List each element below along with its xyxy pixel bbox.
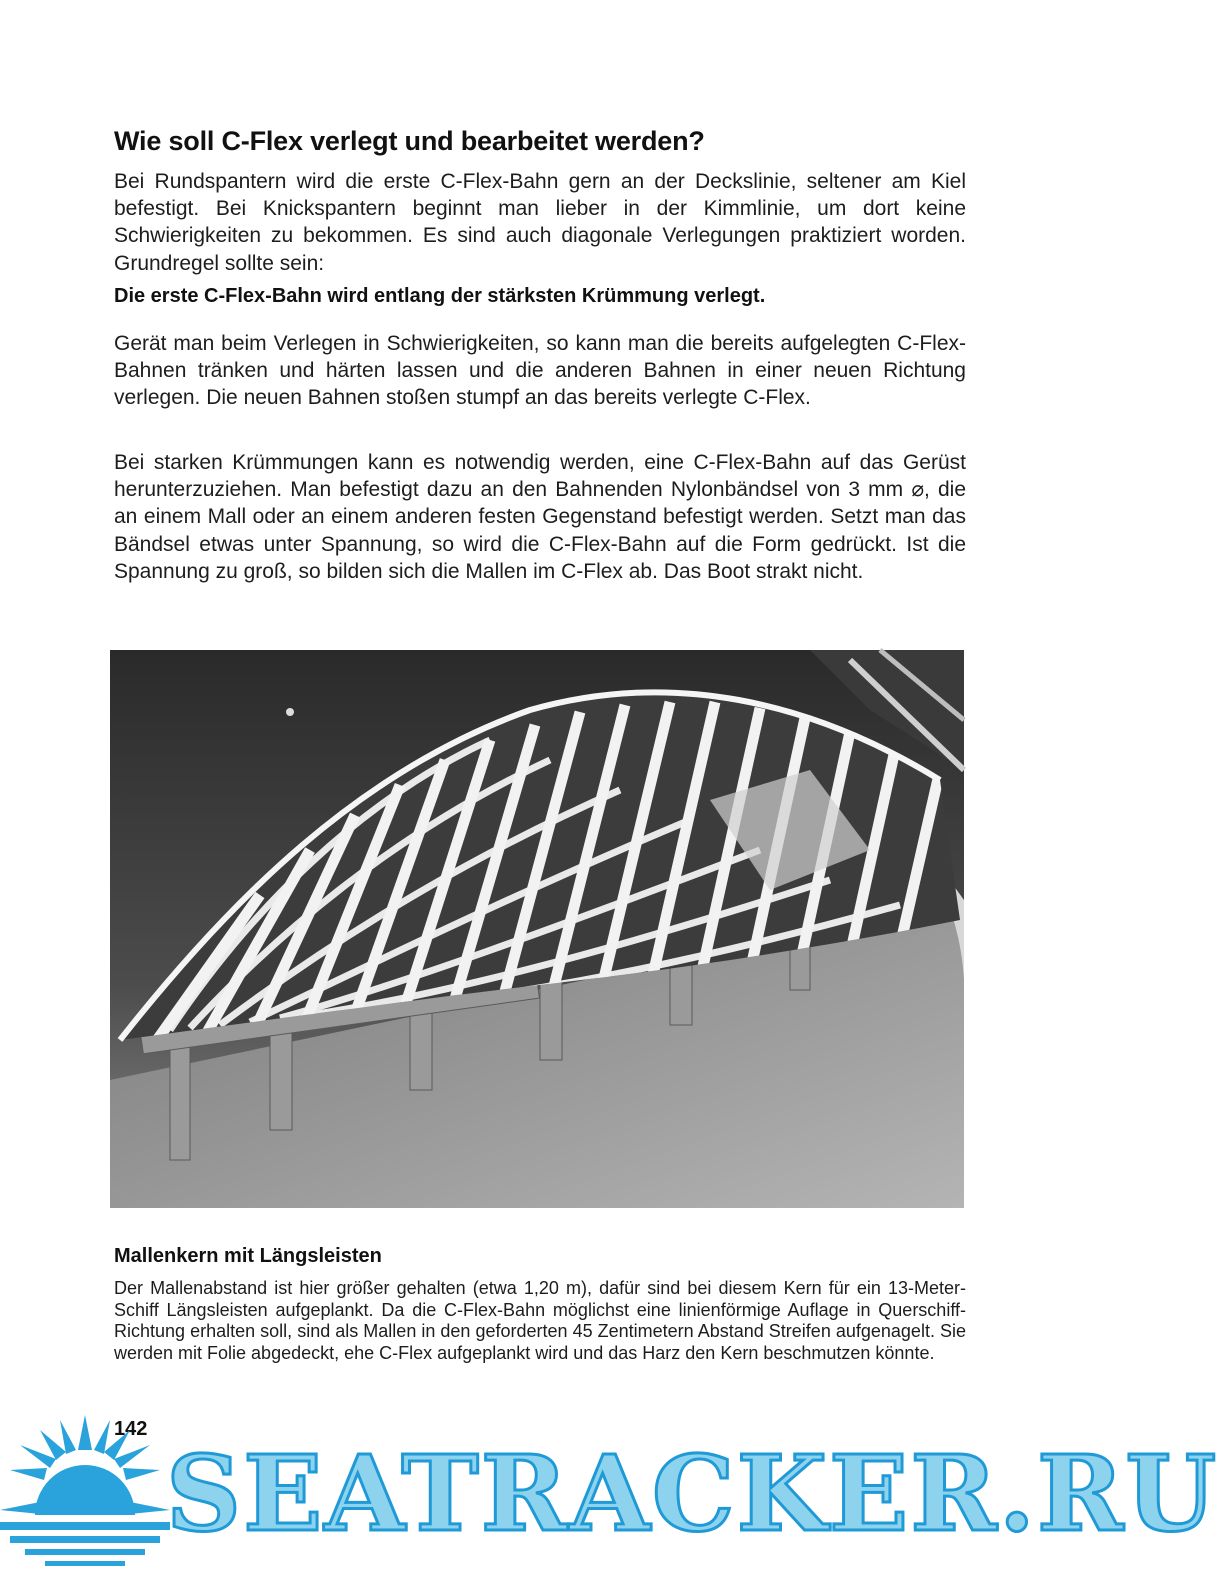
hull-frame-illustration (110, 650, 964, 1208)
section-heading: Wie soll C-Flex verlegt und bearbeitet werden? (114, 126, 705, 156)
hull-frame-photo (110, 650, 964, 1208)
page-number: 142 (114, 1418, 148, 1440)
paragraph-laying-start: Bei Rundspantern wird die erste C-Flex-Bahn gern an der Deckslinie, seltener am Kiel befestigt. Bei Knickspantern beginnt man lieber in der Kimmlinie, um dort keine Schwierigkeiten zu bekommen. Es sind auch diagonale Verlegungen praktiziert worden. Grundregel sollte sein: (114, 170, 966, 275)
rule-statement: Die erste C-Flex-Bahn wird entlang der stärksten Krümmung verlegt. (114, 285, 766, 307)
paragraph-difficulties: Gerät man beim Verlegen in Schwierigkeiten, so kann man die bereits aufgelegten C-Flex-Bahnen tränken und härten lassen und die anderen Bahnen in einer neuen Richtung verlegen. Die neuen Bahnen stoßen stumpf an das bereits verlegte C-Flex. (114, 332, 966, 410)
figure-caption-text: Der Mallenabstand ist hier größer gehalten (etwa 1,20 m), dafür sind bei diesem Kern für ein 13-Meter-Schiff Längsleisten aufgeplankt. Da die C-Flex-Bahn möglichst eine linienförmige Auflage in Querschiff-Richtung erhalten soll, sind als Mallen in den geforderten 45 Zentimetern Abstand Streifen aufgenagelt. Sie werden mit Folie abgedeckt, ehe C-Flex aufgeplankt wird und das Harz den Kern beschmutzen könnte. (114, 1278, 966, 1363)
sun-icon (0, 1410, 170, 1575)
watermark-text: SEATRACKER.RU (166, 1432, 1218, 1555)
figure-caption-title: Mallenkern mit Längsleisten (114, 1245, 382, 1267)
paragraph-strong-curvature: Bei starken Krümmungen kann es notwendig werden, eine C-Flex-Bahn auf das Gerüst herunterzuziehen. Man befestigt dazu an den Bahnenden Nylonbändsel von 3 mm ⌀, die an einem Mall oder an einem anderen festen Gegenstand befestigt werden. Setzt man das Bändsel etwas unter Spannung, so wird die C-Flex-Bahn auf die Form gedrückt. Ist die Spannung zu groß, so bilden sich die Mallen im C-Flex ab. Das Boot strakt nicht. (114, 451, 966, 583)
